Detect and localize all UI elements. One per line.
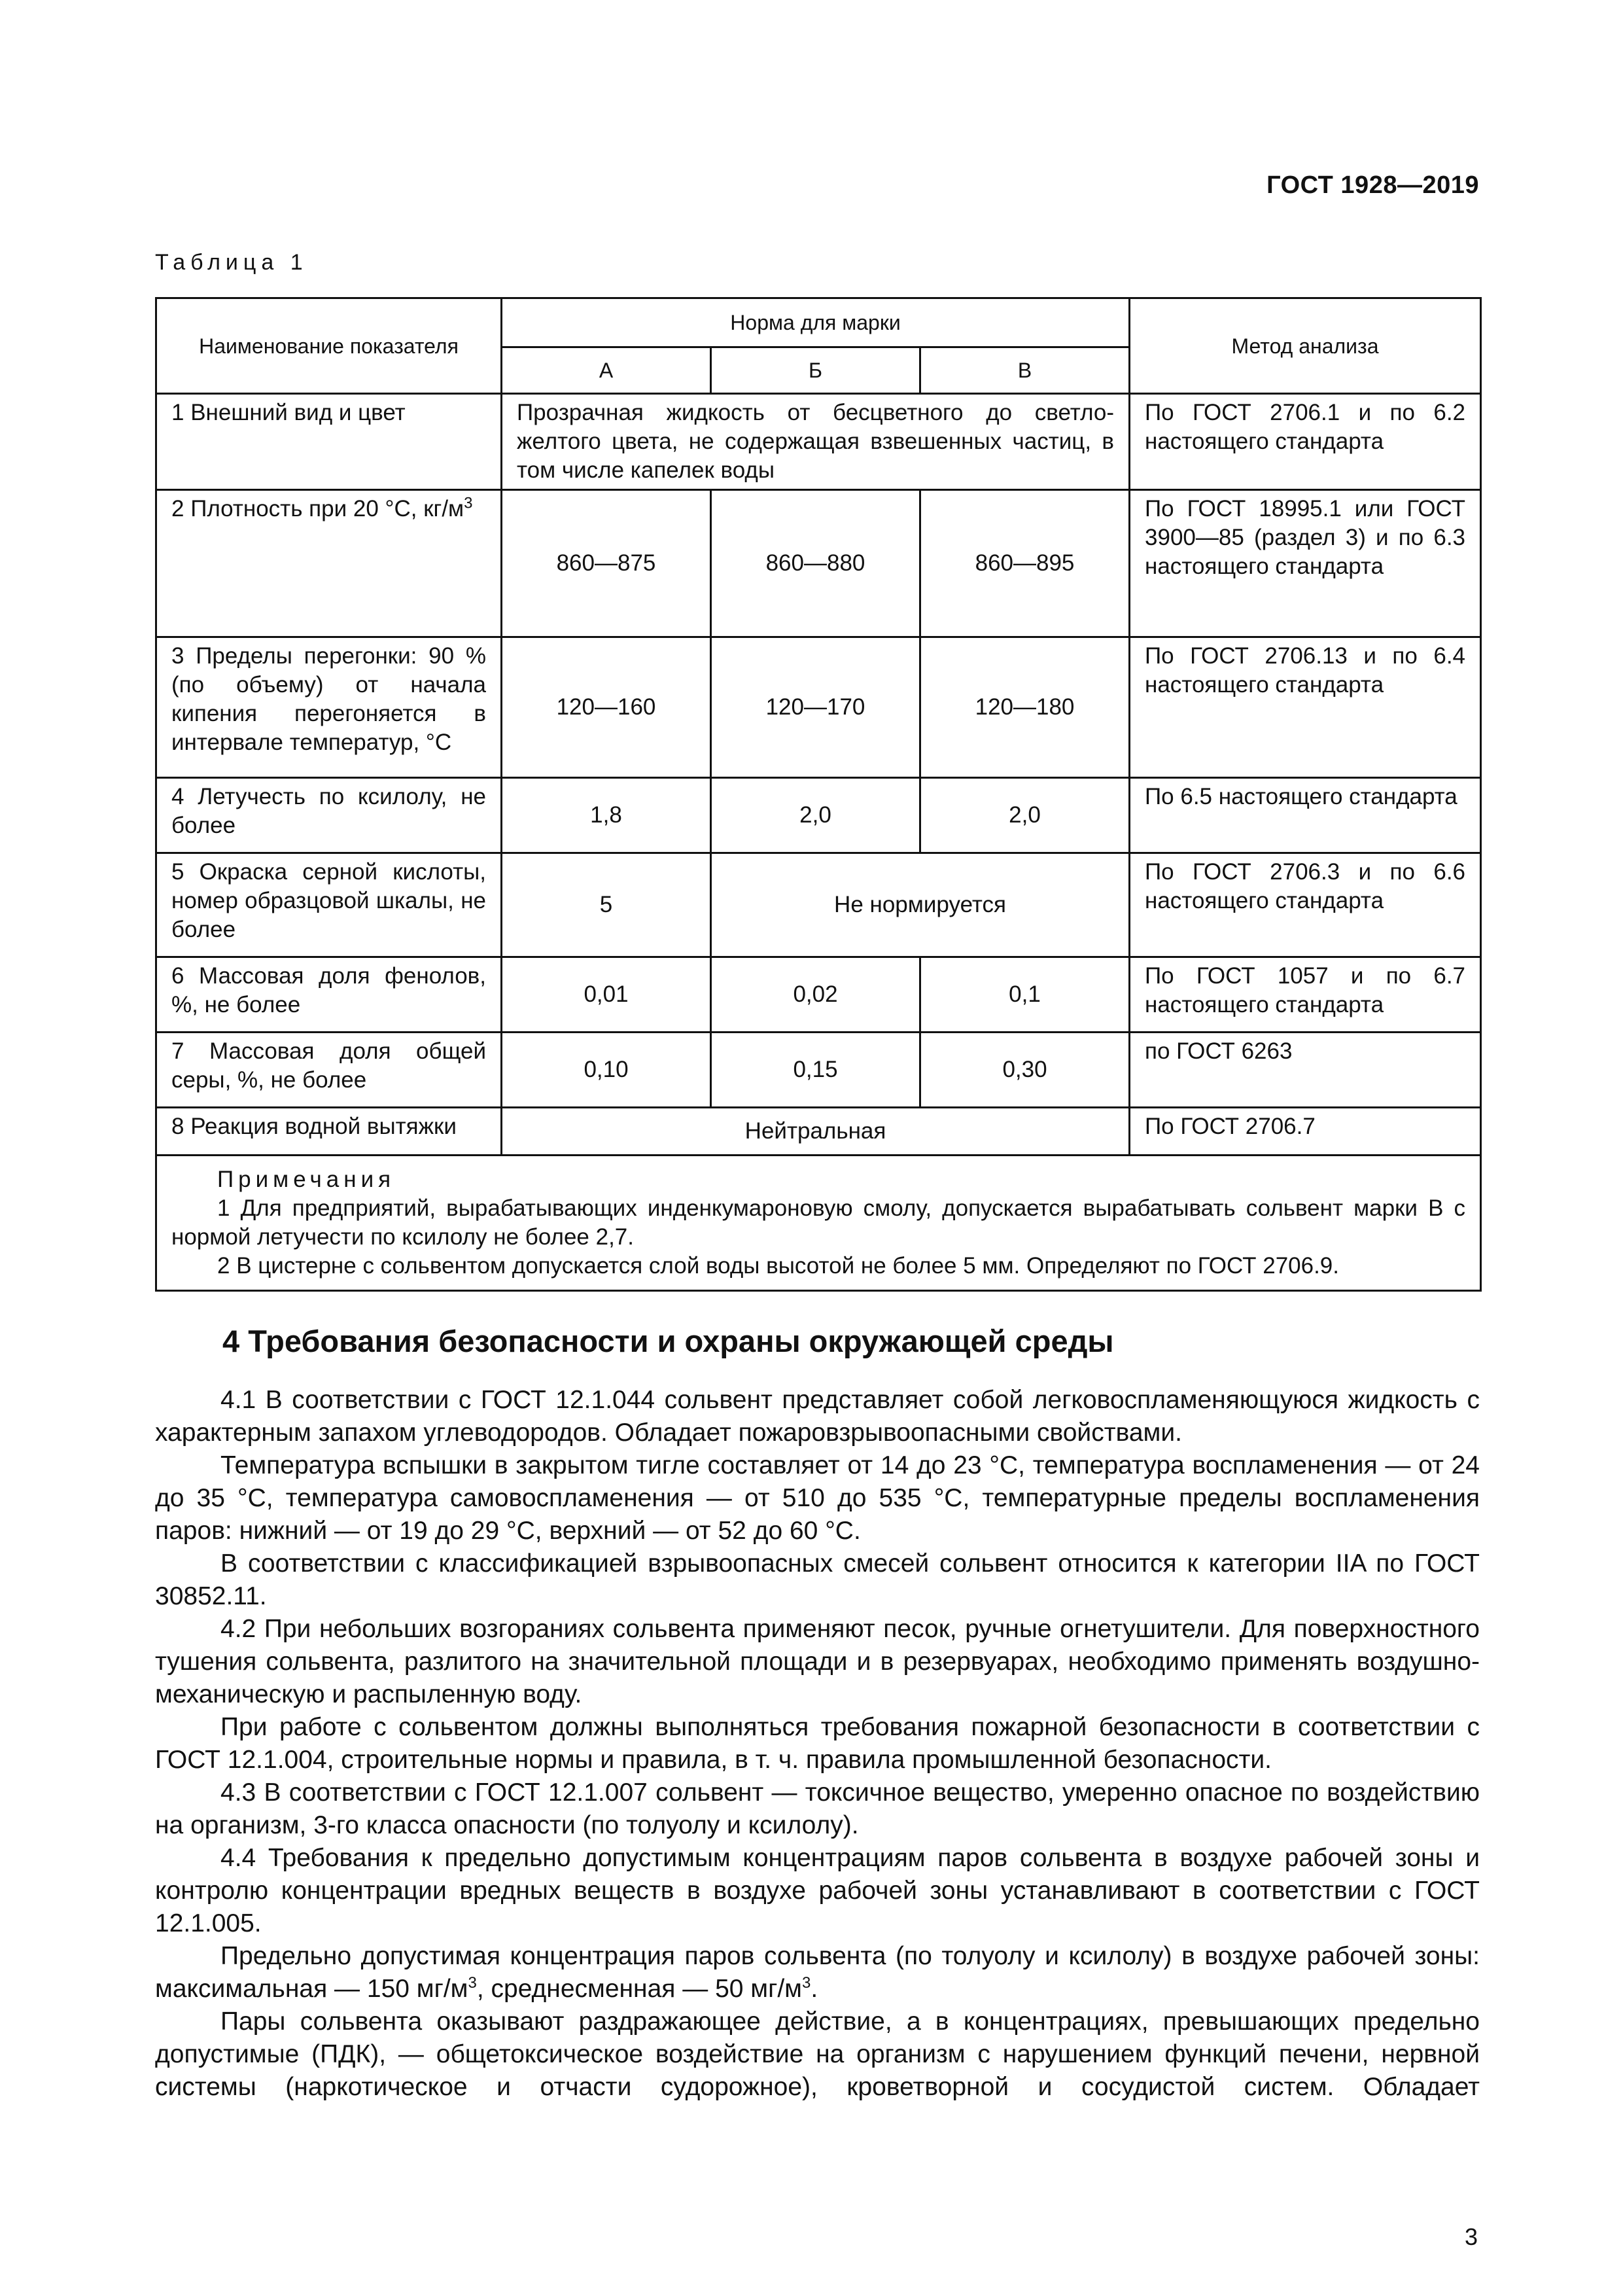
row-value-a: 860—875 (502, 490, 711, 637)
row-method: По ГОСТ 2706.3 и по 6.6 настоящего стандарта (1130, 853, 1481, 957)
row-indicator-superscript: 3 (464, 494, 473, 512)
row-indicator: 7 Массовая доля общей серы, %, не более (156, 1033, 502, 1108)
header-norm: Норма для марки (502, 298, 1130, 347)
table-row (156, 1033, 1481, 1108)
header-indicator: Наименование показателя (156, 298, 502, 394)
table-row (156, 778, 1481, 853)
row-method: По ГОСТ 2706.1 и по 6.2 настоящего стандарта (1130, 394, 1481, 490)
row-value-a: 0,10 (502, 1033, 711, 1108)
table-row (156, 957, 1481, 1033)
row-value-b: 860—880 (711, 490, 920, 637)
paragraph-pdk (155, 1940, 1480, 2005)
paragraph: Пары сольвента оказывают раздражающее действие, а в концентрациях, превышающих предельно допустимые (ПДК), — общетоксическое воздействие на организм с нарушением функций печени, нервной системы (наркотическое и отчасти судорожное), кроветворной и сосудистой систем. Обладает (155, 2007, 1480, 2101)
note-item: 2 В цистерне с сольвентом допускается слой воды высотой не более 5 мм. Определяют по ГОСТ 2706.9. (217, 1253, 1339, 1279)
paragraph: При работе с сольвентом должны выполняться требования пожарной безопасности в соответствии с ГОСТ 12.1.004, строительные нормы и правила, в т. ч. правила промышленной безопасности. (155, 1713, 1480, 1774)
row-method: По 6.5 настоящего стандарта (1130, 778, 1481, 853)
row-value-c: 2,0 (920, 778, 1130, 853)
header-grade-c: В (920, 347, 1130, 394)
pdk-text-middle: , среднесменная — 50 мг/м (476, 1975, 802, 2003)
row-value-merged: Прозрачная жидкость от бесцветного до светло-желтого цвета, не содержащая взвешенных частиц, в том числе капелек воды (502, 394, 1130, 490)
row-value-c: 0,30 (920, 1033, 1130, 1108)
row-method: по ГОСТ 6263 (1130, 1033, 1481, 1108)
row-indicator: 5 Окраска серной кислоты, номер образцовой шкалы, не более (156, 853, 502, 957)
note-item: 1 Для предприятий, вырабатывающих инденкумароновую смолу, допускается вырабатывать сольвент марки В с нормой летучести по ксилолу не более 2,7. (171, 1195, 1466, 1250)
table-notes-row (156, 1156, 1481, 1291)
row-value-a: 120—160 (502, 637, 711, 778)
table-row (156, 1108, 1481, 1156)
table-row (156, 637, 1481, 778)
row-indicator: 6 Массовая доля фенолов, %, не более (156, 957, 502, 1033)
paragraph: 4.2 При небольших возгораниях сольвента применяют песок, ручные огнетушители. Для поверхностного тушения сольвента, разлитого на значительной площади и в резервуарах, необходимо применять воздушно-механическую и распыленную воду. (155, 1615, 1480, 1708)
table-caption: Таблица 1 (155, 250, 308, 275)
page-number: 3 (1464, 2223, 1478, 2250)
row-value-bc-merged: Не нормируется (711, 853, 1130, 957)
row-value-b: 120—170 (711, 637, 920, 778)
row-indicator: 1 Внешний вид и цвет (156, 394, 502, 490)
paragraph: 4.4 Требования к предельно допустимым концентрациям паров сольвента в воздухе рабочей зоны и контролю концентрации вредных веществ в воздухе рабочей зоны устанавливают в соответствии с ГОСТ 12.1.005. (155, 1844, 1480, 1937)
row-value-c: 120—180 (920, 637, 1130, 778)
notes-title: Примечания (217, 1167, 396, 1192)
row-value-merged: Нейтральная (502, 1108, 1130, 1156)
row-method: По ГОСТ 1057 и по 6.7 настоящего стандарта (1130, 957, 1481, 1033)
header-method: Метод анализа (1130, 298, 1481, 394)
table-row (156, 853, 1481, 957)
row-method: По ГОСТ 2706.7 (1130, 1108, 1481, 1156)
row-value-a: 5 (502, 853, 711, 957)
row-value-a: 1,8 (502, 778, 711, 853)
table-notes (156, 1156, 1481, 1291)
row-value-c: 860—895 (920, 490, 1130, 637)
row-value-b: 2,0 (711, 778, 920, 853)
section-body (155, 1384, 1480, 2104)
row-value-c: 0,1 (920, 957, 1130, 1033)
row-indicator: 4 Летучесть по ксилолу, не более (156, 778, 502, 853)
pdk-superscript-1: 3 (468, 1974, 477, 1992)
pdk-superscript-2: 3 (801, 1974, 811, 1992)
row-indicator (156, 490, 502, 637)
table-row (156, 394, 1481, 490)
header-grade-a: А (502, 347, 711, 394)
pdk-text-start: Предельно допустимая концентрация паров сольвента (по толуолу и ксилолу) в воздухе рабочей зоны: максимальная — 150 мг/м (155, 1942, 1480, 2003)
paragraph: В соответствии с классификацией взрывоопасных смесей сольвент относится к категории IIA по ГОСТ 30852.11. (155, 1549, 1480, 1610)
row-indicator-text: 2 Плотность при 20 °С, кг/м (171, 496, 464, 521)
section-title: 4 Требования безопасности и охраны окружающей среды (222, 1324, 1114, 1358)
paragraph: Температура вспышки в закрытом тигле составляет от 14 до 23 °С, температура воспламенения — от 24 до 35 °С, температура самовоспламенения — от 510 до 535 °С, температурные пределы воспламенения паров: нижний — от 19 до 29 °С, верхний — от 52 до 60 °С. (155, 1451, 1480, 1545)
header-grade-b: Б (711, 347, 920, 394)
table-row (156, 490, 1481, 637)
row-value-b: 0,02 (711, 957, 920, 1033)
pdk-text-end: . (811, 1975, 818, 2003)
row-value-b: 0,15 (711, 1033, 920, 1108)
paragraph: 4.3 В соответствии с ГОСТ 12.1.007 сольвент — токсичное вещество, умеренно опасное по воздействию на организм, 3-го класса опасности (по толуолу и ксилолу). (155, 1778, 1480, 1839)
row-method: По ГОСТ 2706.13 и по 6.4 настоящего стандарта (1130, 637, 1481, 778)
row-value-a: 0,01 (502, 957, 711, 1033)
paragraph: 4.1 В соответствии с ГОСТ 12.1.044 сольвент представляет собой легковоспламеняющуюся жидкость с характерным запахом углеводородов. Обладает пожаровзрывоопасными свойствами. (155, 1386, 1480, 1447)
row-method: По ГОСТ 18995.1 или ГОСТ 3900—85 (раздел 3) и по 6.3 настоящего стандарта (1130, 490, 1481, 637)
document-header: ГОСТ 1928—2019 (1266, 171, 1479, 199)
row-indicator: 3 Пределы перегонки: 90 % (по объему) от начала кипения перегоняется в интервале температур, °С (156, 637, 502, 778)
table-header-row (156, 298, 1481, 347)
row-indicator: 8 Реакция водной вытяжки (156, 1108, 502, 1156)
specifications-table (155, 297, 1482, 1292)
